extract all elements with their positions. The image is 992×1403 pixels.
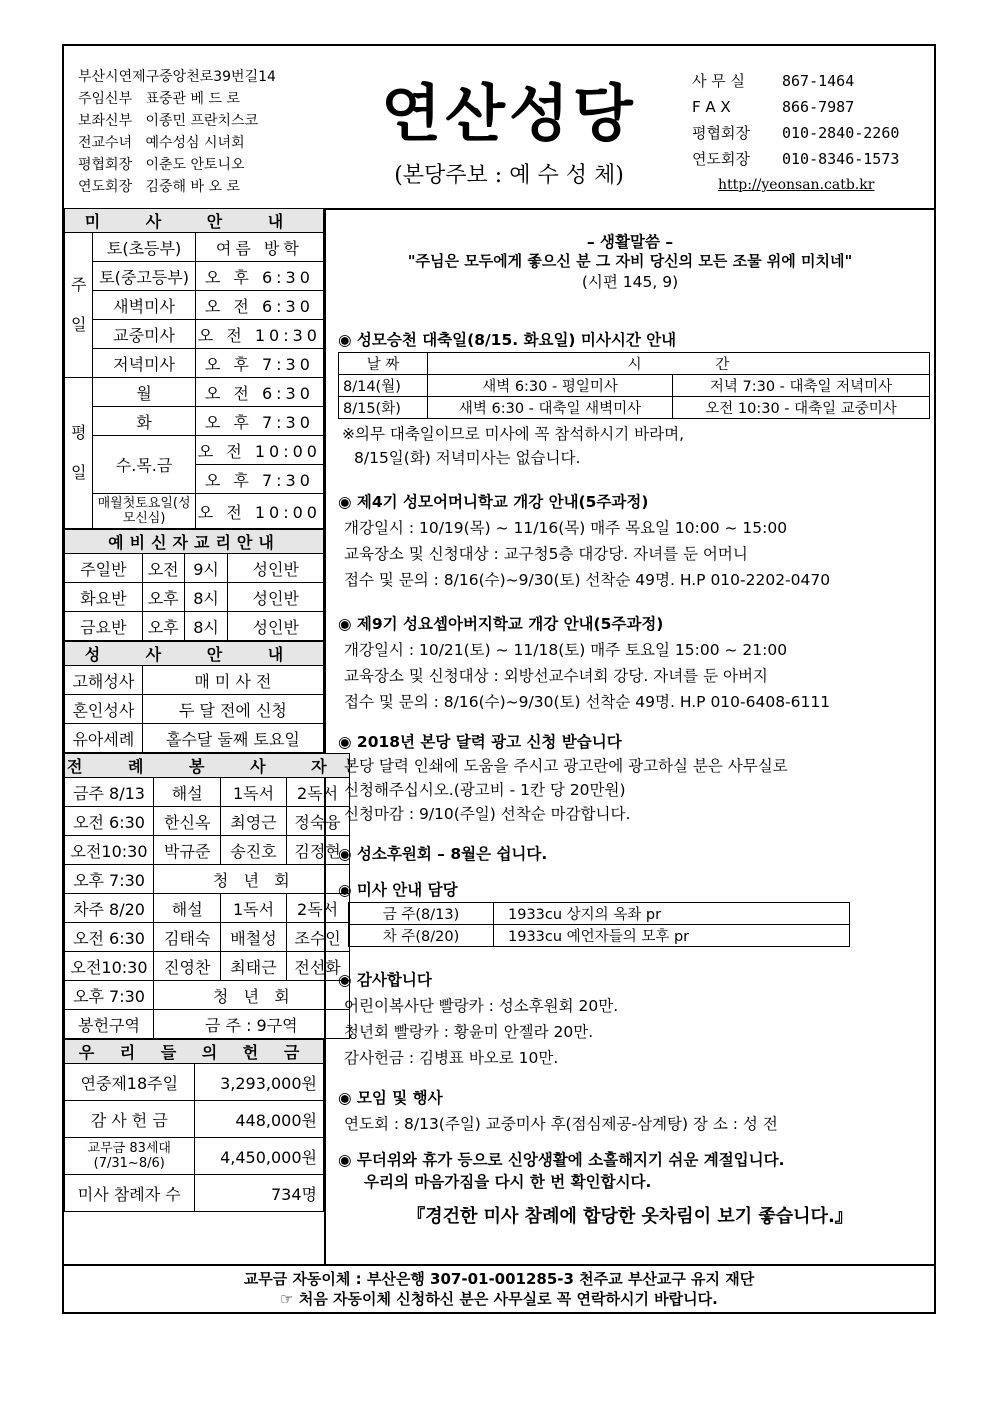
word-label: – 생활말씀 – xyxy=(586,233,674,251)
sacrament-title: 성 사 안 내 xyxy=(65,642,324,666)
role-name: 이춘도 안토니오 xyxy=(145,157,245,173)
bulletin-footer xyxy=(64,1264,934,1312)
events-title: ◉ 모임 및 행사 xyxy=(338,1089,443,1107)
offering-amount: 4,450,000원 xyxy=(194,1138,323,1175)
info-line: 교육장소 및 신청대상 : 교구청5층 대강당. 자녀를 둔 어머니 xyxy=(344,545,748,563)
server-cell: 해설 xyxy=(154,894,221,923)
mass-time: 오 전 10:30 xyxy=(195,320,323,349)
attendance-count: 734명 xyxy=(194,1175,323,1212)
bulletin-subtitle: (본당주보 : 예 수 성 체) xyxy=(394,163,624,188)
mass-time: 여름 방학 xyxy=(195,233,323,262)
time-cell: 오전 10:30 - 대축일 교중미사 xyxy=(673,397,930,419)
clergy-list xyxy=(78,66,276,198)
info-line: 청년회 빨랑카 : 황윤미 안젤라 20만. xyxy=(344,1023,594,1041)
mass-name: 매월첫토요일(성모신심) xyxy=(93,494,195,529)
website-link[interactable]: http://yeonsan.catb.kr xyxy=(718,177,875,193)
week-cell: 금 주(8/13) xyxy=(349,903,494,925)
contact-label: 평협회장 xyxy=(692,124,750,142)
server-time: 오전 6:30 xyxy=(65,923,154,952)
server-cell: 1독서 xyxy=(221,778,286,807)
server-cell: 2독서 xyxy=(286,778,349,807)
info-line: 어린이복사단 빨랑카 : 성소후원회 20만. xyxy=(344,997,619,1015)
server-time: 오후 7:30 xyxy=(65,865,154,894)
word-quote: "주님은 모두에게 좋으신 분 그 자비 당신의 모든 조물 위에 미치네" xyxy=(407,252,853,270)
mass-time: 오 후 7:30 xyxy=(195,407,323,436)
time-cell: 새벽 6:30 - 대축일 새벽미사 xyxy=(428,397,673,419)
mass-name: 월 xyxy=(93,378,195,407)
offering-amount: 3,293,000원 xyxy=(194,1064,323,1101)
sacrament-name: 혼인성사 xyxy=(65,695,143,724)
time-cell: 저녁 7:30 - 대축일 저녁미사 xyxy=(673,375,930,397)
mass-time: 오 전 10:00 xyxy=(195,494,323,529)
info-line: 신청해주십시오.(광고비 - 1칸 당 20만원) xyxy=(344,781,626,799)
class-hour: 8시 xyxy=(184,583,228,612)
sacrament-name: 유아세례 xyxy=(65,724,143,753)
server-time: 오전10:30 xyxy=(65,836,154,865)
contact-list xyxy=(692,68,932,198)
guide-cell: 1933cu 상지의 옥좌 pr xyxy=(494,903,850,925)
mass-name: 토(초등부) xyxy=(93,233,195,262)
col-header: 시 간 xyxy=(428,353,930,375)
time-cell: 새벽 6:30 - 평일미사 xyxy=(428,375,673,397)
mothers-school-title: ◉ 제4기 성모어머니학교 개강 안내(5주과정) xyxy=(338,493,649,511)
week-cell: 차 주(8/20) xyxy=(349,925,494,947)
autotransfer-note: ☞ 처음 자동이체 신청하신 분은 사무실로 꼭 연락하시기 바랍니다. xyxy=(280,1290,718,1308)
class-type: 성인반 xyxy=(228,583,324,612)
contact-value: 867-1464 xyxy=(782,72,855,90)
mass-time: 오 후 7:30 xyxy=(195,465,323,494)
server-cell: 배철성 xyxy=(221,923,286,952)
mass-schedule-table xyxy=(64,208,324,529)
offering-title: 우 리 들 의 헌 금 xyxy=(65,1040,324,1064)
assumption-note: ※의무 대축일이므로 미사에 꼭 참석하시기 바라며, xyxy=(342,425,685,443)
contact-value: 866-7987 xyxy=(782,98,855,116)
role-label: 평협회장 xyxy=(78,157,133,173)
sacrament-table xyxy=(64,641,324,753)
info-line: 본당 달력 인쇄에 도움을 주시고 광고란에 광고하실 분은 사무실로 xyxy=(344,757,788,775)
class-ampm: 오후 xyxy=(142,583,184,612)
server-time: 오후 7:30 xyxy=(65,981,154,1010)
sacrament-name: 고해성사 xyxy=(65,666,143,695)
mass-guide-title: ◉ 미사 안내 담당 xyxy=(338,881,458,899)
servers-title: 전 례 봉 사 자 xyxy=(65,754,350,778)
left-column xyxy=(64,208,347,1264)
col-header: 날 짜 xyxy=(339,353,428,375)
server-cell: 조수인 xyxy=(286,923,349,952)
server-cell: 최태근 xyxy=(221,952,286,981)
mass-name: 수.목.금 xyxy=(93,436,195,494)
server-time: 금주 8/13 xyxy=(65,778,154,807)
offering-label: 감 사 헌 금 xyxy=(65,1101,195,1138)
class-ampm: 오전 xyxy=(142,554,184,583)
assumption-table xyxy=(338,352,930,419)
sacrament-info: 두 달 전에 신청 xyxy=(142,695,323,724)
servers-table xyxy=(64,753,350,1039)
contact-label: 사 무 실 xyxy=(692,72,746,90)
mass-section-title: 미 사 안 내 xyxy=(65,209,324,233)
date-cell: 8/14(월) xyxy=(339,375,428,397)
class-type: 성인반 xyxy=(228,612,324,641)
server-cell: 전선화 xyxy=(286,952,349,981)
info-line: 연도회 : 8/13(주일) 교중미사 후(점심제공-삼계탕) 장 소 : 성 전 xyxy=(344,1115,778,1133)
server-cell: 진영찬 xyxy=(154,952,221,981)
server-cell: 송진호 xyxy=(221,836,286,865)
server-time: 차주 8/20 xyxy=(65,894,154,923)
role-label: 연도회장 xyxy=(78,179,133,195)
contact-value: 010-8346-1573 xyxy=(782,150,900,168)
server-time: 봉헌구역 xyxy=(65,1010,154,1039)
contact-label: 연도회장 xyxy=(692,150,750,168)
dress-notice: 『경건한 미사 참례에 합당한 옷차림이 보기 좋습니다.』 xyxy=(407,1206,853,1227)
mass-time: 오 전 10:00 xyxy=(195,436,323,465)
class-name: 주일반 xyxy=(65,554,143,583)
offering-amount: 448,000원 xyxy=(194,1101,323,1138)
offering-label: 미사 참례자 수 xyxy=(65,1175,195,1212)
calendar-ad-title: ◉ 2018년 본당 달력 광고 신청 받습니다 xyxy=(338,733,622,751)
bulletin-frame xyxy=(62,44,936,1314)
date-cell: 8/15(화) xyxy=(339,397,428,419)
contact-label: F A X xyxy=(692,98,731,116)
fathers-school-title: ◉ 제9기 성요셉아버지학교 개강 안내(5주과정) xyxy=(338,615,664,633)
address: 부산시연제구중앙천로39번길14 xyxy=(78,69,276,85)
thanks-title: ◉ 감사합니다 xyxy=(338,971,432,989)
role-name: 김중해 바 오 로 xyxy=(145,179,240,195)
server-group: 청 년 회 xyxy=(154,981,349,1010)
class-type: 성인반 xyxy=(228,554,324,583)
mass-guide-table xyxy=(348,902,850,947)
season-notice: 우리의 마음가짐을 다시 한 번 확인합시다. xyxy=(364,1173,652,1191)
mass-name: 새벽미사 xyxy=(93,291,195,320)
offering-table xyxy=(64,1039,324,1212)
class-hour: 8시 xyxy=(184,612,228,641)
weekday-label: 평일 xyxy=(65,378,93,529)
word-reference: (시편 145, 9) xyxy=(581,273,679,291)
mass-time: 오 후 7:30 xyxy=(195,349,323,378)
server-cell: 박규준 xyxy=(154,836,221,865)
info-line: 접수 및 문의 : 8/16(수)~9/30(토) 선착순 49명. H.P 010-2202-0470 xyxy=(344,571,831,589)
mass-name: 화 xyxy=(93,407,195,436)
autotransfer-info: 교무금 자동이체 : 부산은행 307-01-001285-3 천주교 부산교구 유지 재단 xyxy=(243,1270,755,1288)
info-line: 접수 및 문의 : 8/16(수)~9/30(토) 선착순 49명. H.P 010-6408-6111 xyxy=(344,693,831,711)
assumption-note: 8/15일(화) 저녁미사는 없습니다. xyxy=(354,449,581,467)
contact-value: 010-2840-2260 xyxy=(782,124,900,142)
server-cell: 김태숙 xyxy=(154,923,221,952)
assumption-title: ◉ 성모승천 대축일(8/15. 화요일) 미사시간 안내 xyxy=(338,331,677,349)
mass-name: 저녁미사 xyxy=(93,349,195,378)
season-notice: ◉ 무더위와 휴가 등으로 신앙생활에 소홀해지기 쉬운 계절입니다. xyxy=(338,1151,785,1169)
role-name: 이종민 프란치스코 xyxy=(145,113,259,129)
class-hour: 9시 xyxy=(184,554,228,583)
info-line: 감사헌금 : 김병표 바오로 10만. xyxy=(344,1049,559,1067)
role-label: 전교수녀 xyxy=(78,135,133,151)
role-name: 예수성심 시녀회 xyxy=(145,135,245,151)
role-name: 표중관 베 드 로 xyxy=(145,91,240,107)
server-time: 오전10:30 xyxy=(65,952,154,981)
mass-time: 오 전 6:30 xyxy=(195,378,323,407)
info-line: 개강일시 : 10/21(토) ~ 11/18(토) 매주 토요일 15:00 ~ 21:00 xyxy=(344,641,788,659)
class-name: 금요반 xyxy=(65,612,143,641)
catechism-title: 예비신자교리안내 xyxy=(65,530,324,554)
server-cell: 최영근 xyxy=(221,807,286,836)
role-label: 주임신부 xyxy=(78,91,133,107)
sacrament-info: 홀수달 둘째 토요일 xyxy=(142,724,323,753)
sacrament-info: 매 미 사 전 xyxy=(142,666,323,695)
class-name: 화요반 xyxy=(65,583,143,612)
parish-title: 연산성당 xyxy=(381,77,637,150)
mass-time: 오 후 6:30 xyxy=(195,262,323,291)
sunday-label: 주일 xyxy=(65,233,93,378)
class-ampm: 오후 xyxy=(142,612,184,641)
server-group: 청 년 회 xyxy=(154,865,349,894)
server-cell: 한신옥 xyxy=(154,807,221,836)
mass-time: 오 전 6:30 xyxy=(195,291,323,320)
guide-cell: 1933cu 예언자들의 모후 pr xyxy=(494,925,850,947)
server-cell: 정숙융 xyxy=(286,807,349,836)
mass-name: 토(중고등부) xyxy=(93,262,195,291)
mass-name: 교중미사 xyxy=(93,320,195,349)
server-cell: 1독서 xyxy=(221,894,286,923)
info-line: 신청마감 : 9/10(주일) 선착순 마감합니다. xyxy=(344,805,631,823)
info-line: 교육장소 및 신청대상 : 외방선교수녀회 강당. 자녀를 둔 아버지 xyxy=(344,667,768,685)
role-label: 보좌신부 xyxy=(78,113,133,129)
server-cell: 2독서 xyxy=(286,894,349,923)
catechism-table xyxy=(64,529,324,641)
offering-label: 교무금 83세대 (7/31~8/6) xyxy=(65,1138,195,1175)
server-time: 오전 6:30 xyxy=(65,807,154,836)
offering-district: 금 주 : 9구역 xyxy=(154,1010,349,1039)
right-column xyxy=(326,208,934,1264)
info-line: 개강일시 : 10/19(목) ~ 11/16(목) 매주 목요일 10:00 ~ 15:00 xyxy=(344,519,788,537)
vocation-support-title: ◉ 성소후원회 – 8월은 쉽니다. xyxy=(338,845,548,863)
offering-label: 연중제18주일 xyxy=(65,1064,195,1101)
server-cell: 김정현 xyxy=(286,836,349,865)
server-cell: 해설 xyxy=(154,778,221,807)
bulletin-header xyxy=(64,46,934,210)
